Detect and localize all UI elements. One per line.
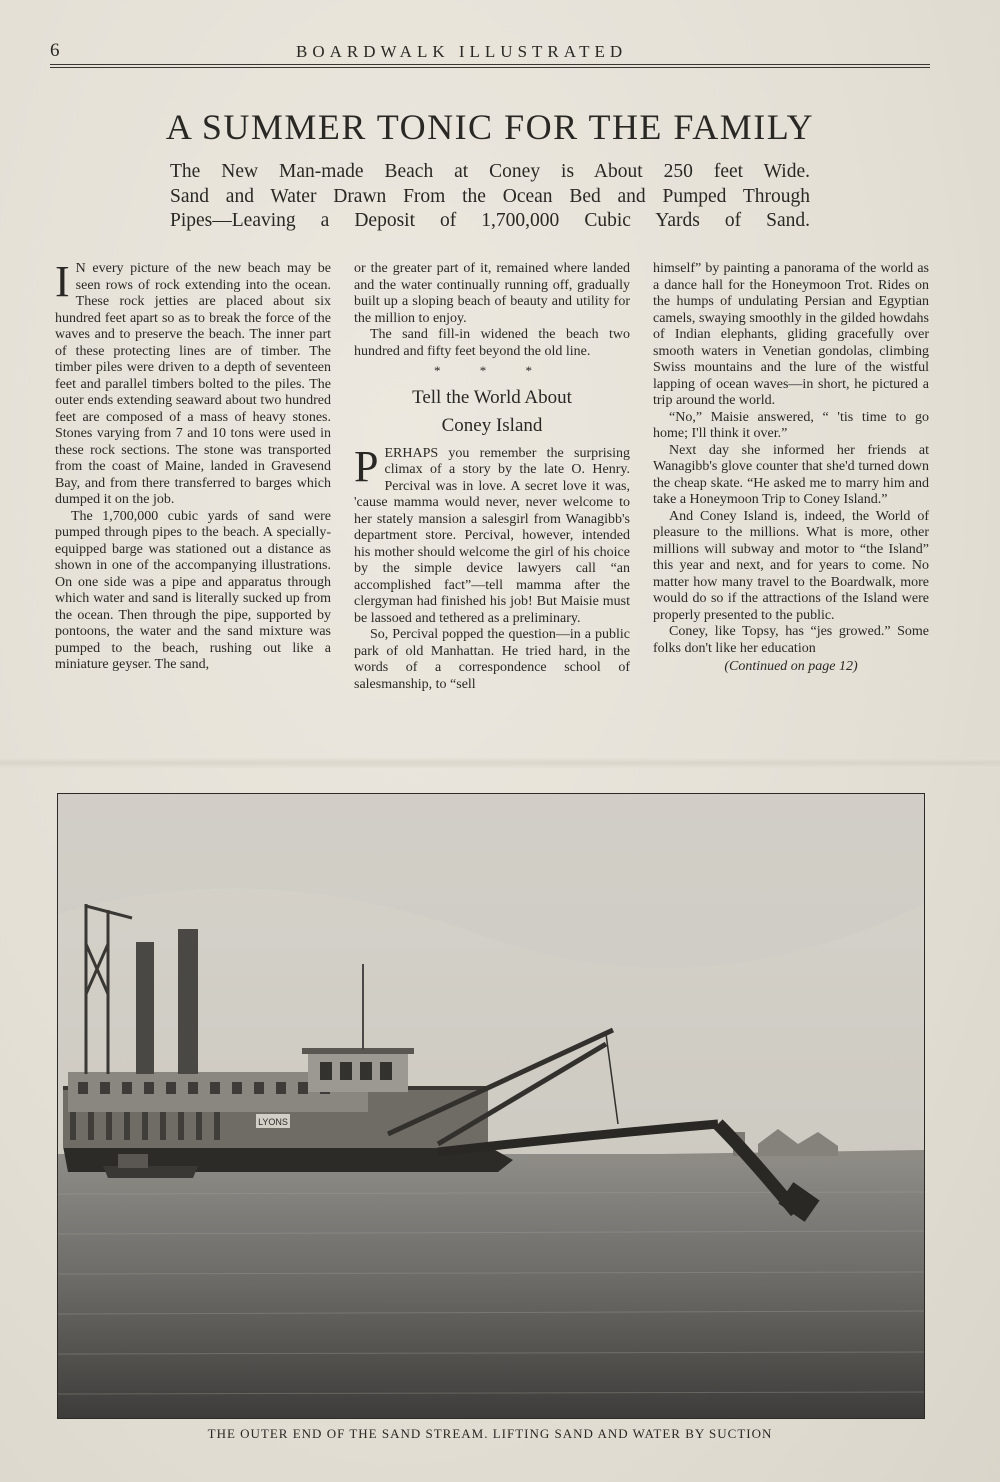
header-rule [50,67,930,68]
continued-note: (Continued on page 12) [724,659,858,674]
article-title: A SUMMER TONIC FOR THE FAMILY [165,107,815,147]
page-fold [0,758,1000,768]
heading-line: Coney Island [441,414,543,436]
photo-caption: THE OUTER END OF THE SAND STREAM. LIFTING SAND AND WATER BY SUCTION [207,1426,773,1441]
paragraph [55,257,331,509]
boat-name-sign: LYONS [258,1117,288,1127]
article-subtitle [170,160,810,234]
subtitle-line: The New Man-made Beach at Coney is About 250 feet Wide. [170,161,810,182]
paragraph-text: ERHAPS you remember the surprising climax of a story by the late O. Henry. Percival was in love. A secret love it was, 'cause mamma would never, never welcome to her stately mansion a salesgirl from Wanagibb's department store. Percival, however, intended his mother should welcome the girl of his choice by the simple device lawyers call “an accomplished fact”—tell mamma after the clergyman had finished his job! But Maisie must be lassoed and tethered as a preliminary. [354,445,630,626]
header-rule [50,64,930,65]
paragraph: So, Percival popped the question—in a public park of old Manhattan. He tried hard, in the words of a correspondence school of salesmanship, to “sell [354,627,630,692]
section-divider: * * * [434,363,550,378]
page-number: 6 [50,40,60,61]
publication-title: BOARDWALK ILLUSTRATED [296,42,628,61]
paragraph: And Coney Island is, indeed, the World of pleasure to the millions. What is more, other millions will subway and motor to “the Island” this year and next, and for years to come. No matter how many travel to the Boardwalk, more would do so if the attractions of the Island were properly presented to the public. [653,508,929,623]
section-heading [354,384,630,440]
dredge-photo [57,793,925,1419]
paragraph [354,441,630,628]
column-3 [653,261,929,676]
column-1 [55,257,331,674]
paragraph: Next day she informed her friends at Wanagibb's glove counter that she'd turned down the cheap skate. “He asked me to marry him and take a Honeymoon Trip to Coney Island.” [653,442,929,507]
column-2 [354,261,630,693]
paragraph: The sand fill-in widened the beach two hundred and fifty feet beyond the old line. [354,327,630,359]
paragraph: Coney, like Topsy, has “jes growed.” Some folks don't like her education [653,624,929,656]
paragraph: “No,” Maisie answered, “ 'tis time to go home; I'll think it over.” [653,409,929,441]
drop-cap: I [55,257,70,306]
paragraph-text: N every picture of the new beach may be seen rows of rock extending into the ocean. These rock jetties are placed about six hundred feet apart so as to break the force of the waves and to preserve the beach. The inner part of these protecting lines are of timber. The timber piles were driven to a depth of seventeen feet and parallel timbers bolted to the piles. The outer ends extending seaward about two hundred feet are composed of a mass of heavy stones. Stones varying from 7 and 10 tons were used in these rock sections. The stone was transported from the coast of Maine, landed in Gravesend Bay, and from there transferred to barges which dumped it on the job. [55,261,331,507]
photo-scene [58,794,924,1418]
subtitle-line: Pipes—Leaving a Deposit of 1,700,000 Cubic Yards of Sand. [170,210,810,231]
drop-cap: P [354,441,379,491]
subtitle-line: Sand and Water Drawn From the Ocean Bed and Pumped Through [170,185,810,207]
paragraph: The 1,700,000 cubic yards of sand were pumped through pipes to the beach. A specially-equipped barge was stationed out a distance as shown in one of the accompanying illustrations. On one side was a pipe and apparatus through which water and sand is literally sucked up from the ocean. Then through the pipe, supported by pontoons, the water and the sand mixture was pumped to the beach, rushing out like a miniature geyser. The sand, [55,508,331,672]
paragraph: himself” by painting a panorama of the world as a dance hall for the Honeymoon Trot. Rides on the humps of undulating Persian and Egyptian camels, swaying smoothly in the gilded howdahs of Indian elephants, gliding gracefully over smooth waters in Venetian gondolas, climbing Swiss mountains and the lure of the wistful lapping of ocean waves—in short, he pictured a trip around the world. [653,261,929,408]
paragraph: or the greater part of it, remained where landed and the water continually running off, gradually built up a sloping beach of beauty and utility for the million to enjoy. [354,261,630,326]
heading-line: Tell the World About [412,386,572,408]
